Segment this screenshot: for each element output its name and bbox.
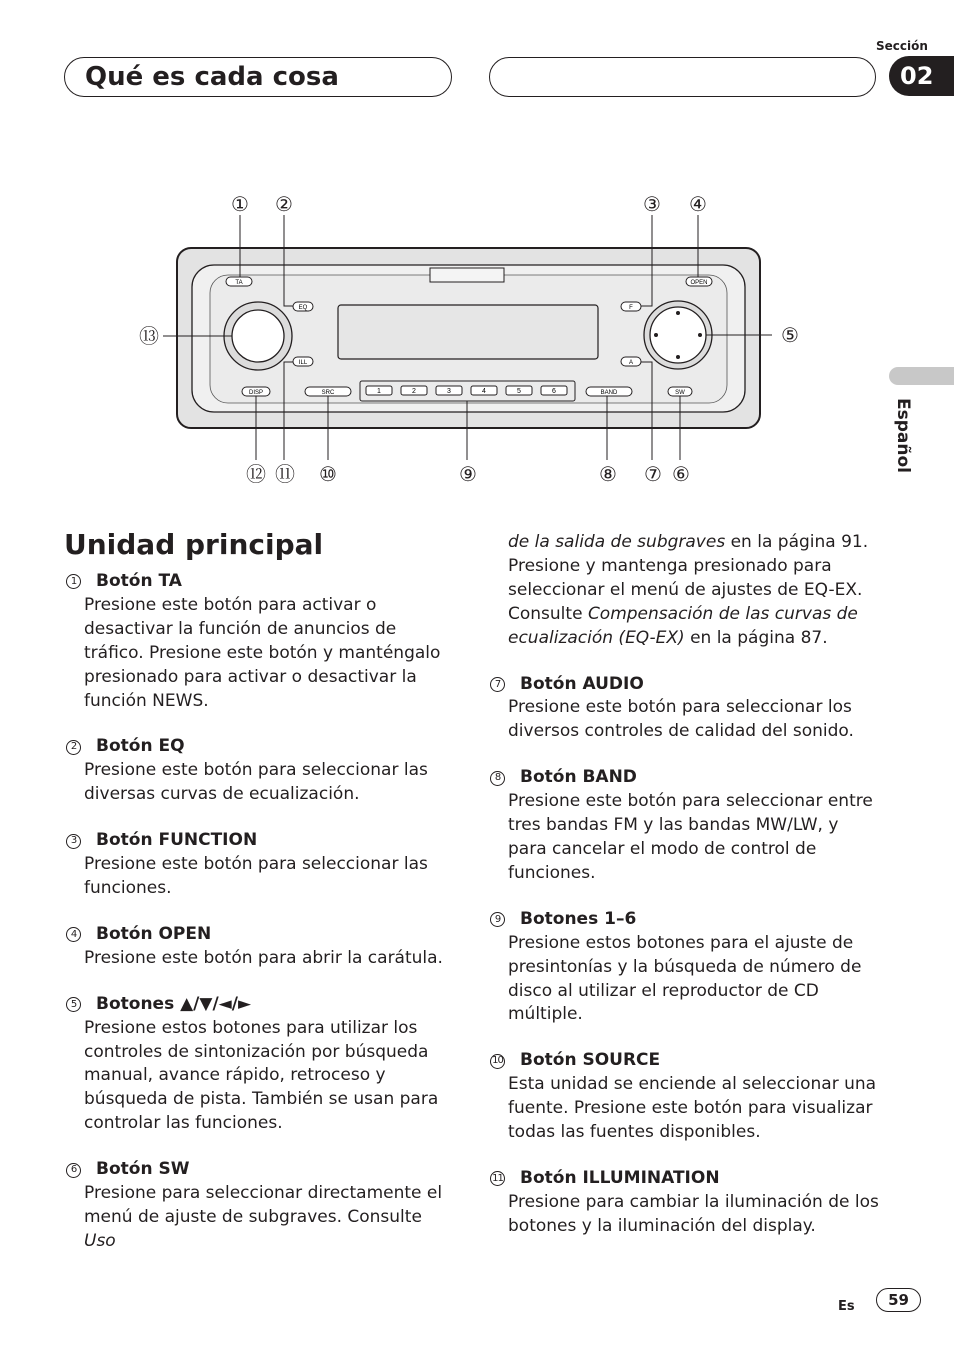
item-body-text: Presione este botón para seleccionar las diversas curvas de ecualización. bbox=[84, 760, 428, 805]
item-3 bbox=[66, 829, 456, 901]
item-body-text: Presione este botón para seleccionar entre tres bandas FM y las bandas MW/LW, y para cancelar el modo de control de funciones. bbox=[508, 791, 873, 883]
item-title: Botón AUDIO bbox=[520, 673, 644, 694]
item-2 bbox=[66, 735, 456, 807]
item-heading bbox=[66, 923, 456, 947]
item-body bbox=[66, 947, 456, 971]
left-column bbox=[66, 570, 456, 1276]
callout-4: ④ bbox=[689, 194, 707, 216]
item-8 bbox=[490, 766, 880, 886]
svg-text:3: 3 bbox=[447, 388, 451, 395]
item-body-text: Presione estos botones para el ajuste de presintonías y la búsqueda de número de disco al utilizar el reproductor de CD múltiple. bbox=[508, 932, 862, 1025]
band-button[interactable] bbox=[586, 387, 632, 396]
continuation-text: en la página 91. Presione y mantenga presionado para seleccionar el menú de ajustes de EQ-EX. Consulte bbox=[508, 532, 869, 624]
item-title: Botón FUNCTION bbox=[96, 830, 258, 851]
svg-text:EQ: EQ bbox=[298, 305, 308, 311]
volume-knob[interactable] bbox=[232, 310, 284, 362]
item-10 bbox=[490, 1049, 880, 1145]
item-title: Botón OPEN bbox=[96, 923, 212, 944]
continuation-text: en la página 87. bbox=[684, 627, 828, 648]
preset-button-6[interactable] bbox=[541, 386, 567, 395]
item-title: Botón SOURCE bbox=[520, 1050, 661, 1071]
callout-7: ⑦ bbox=[644, 464, 662, 486]
open-button[interactable] bbox=[686, 277, 712, 286]
svg-text:BAND: BAND bbox=[600, 390, 618, 396]
item-heading bbox=[490, 673, 880, 697]
item-heading bbox=[490, 1049, 880, 1073]
item-body-text: Esta unidad se enciende al seleccionar una fuente. Presione este botón para visualizar todas las fuentes disponibles. bbox=[508, 1074, 877, 1143]
item-heading bbox=[66, 570, 456, 594]
item-number: 10 bbox=[490, 1054, 505, 1069]
item-body-text: Presione este botón para abrir la carátula. bbox=[84, 947, 443, 968]
item-1 bbox=[66, 570, 456, 713]
item-body-text: Presione estos botones para utilizar los controles de sintonización por búsqueda manual, avance rápido, retroceso y búsqueda de pista. También se usan para controlar las funciones. bbox=[84, 1017, 439, 1134]
item-heading bbox=[490, 1167, 880, 1191]
item-heading bbox=[66, 829, 456, 853]
item-title: Botones 1–6 bbox=[520, 908, 637, 929]
svg-text:1: 1 bbox=[377, 388, 381, 395]
item-number: 11 bbox=[490, 1171, 505, 1186]
right-column bbox=[490, 531, 880, 1261]
disp-button[interactable] bbox=[242, 387, 270, 396]
callout-9: ⑨ bbox=[459, 464, 477, 486]
svg-text:TA: TA bbox=[235, 280, 243, 286]
item-body bbox=[490, 696, 880, 744]
item-heading bbox=[490, 908, 880, 932]
callout-6: ⑥ bbox=[672, 464, 690, 486]
item-title: Botón EQ bbox=[96, 736, 185, 757]
svg-text:SW: SW bbox=[675, 390, 685, 396]
item-11 bbox=[490, 1167, 880, 1239]
item-7 bbox=[490, 673, 880, 745]
callout-2: ② bbox=[275, 194, 293, 216]
item-title: Botón BAND bbox=[520, 767, 637, 788]
callout-13: ⑬ bbox=[139, 326, 159, 348]
svg-text:5: 5 bbox=[517, 388, 521, 395]
language-tab bbox=[889, 367, 954, 385]
svg-text:A: A bbox=[628, 360, 634, 366]
cross-reference: Uso bbox=[84, 1230, 116, 1251]
footer-lang-code: Es bbox=[838, 1299, 855, 1314]
item-5 bbox=[66, 993, 456, 1136]
item-number: 4 bbox=[66, 927, 81, 942]
section-heading: Unidad principal bbox=[64, 528, 324, 561]
language-label: Español bbox=[893, 398, 913, 473]
joystick-left-dot bbox=[654, 333, 658, 337]
svg-text:F: F bbox=[629, 305, 633, 311]
callout-12: ⑫ bbox=[246, 464, 266, 486]
item-number: 5 bbox=[66, 997, 81, 1012]
item-body bbox=[66, 759, 456, 807]
src-button[interactable] bbox=[305, 387, 351, 396]
item-body-text: Presione este botón para seleccionar las funciones. bbox=[84, 854, 428, 898]
svg-text:6: 6 bbox=[552, 388, 556, 395]
item-number: 9 bbox=[490, 912, 505, 927]
section-badge: 02 bbox=[889, 56, 954, 96]
item-title: Botón ILLUMINATION bbox=[520, 1167, 720, 1188]
item-heading bbox=[66, 735, 456, 759]
item-body-text: Presione para seleccionar directamente el menú de ajuste de subgraves. Consulte bbox=[84, 1183, 443, 1227]
cd-slot bbox=[430, 268, 504, 282]
item-heading bbox=[490, 766, 880, 790]
callout-10: ⑩ bbox=[319, 464, 337, 486]
header-empty-pill bbox=[489, 57, 876, 97]
item-body-text: Presione este botón para seleccionar los diversos controles de calidad del sonido. bbox=[508, 697, 854, 742]
item-number: 1 bbox=[66, 574, 81, 589]
item-heading bbox=[66, 1158, 456, 1182]
svg-text:4: 4 bbox=[482, 388, 486, 395]
item-body bbox=[490, 790, 880, 886]
eq-button[interactable] bbox=[293, 302, 313, 311]
preset-button-3[interactable] bbox=[436, 386, 462, 395]
item-9 bbox=[490, 908, 880, 1028]
page-title: Qué es cada cosa bbox=[64, 57, 452, 97]
svg-text:ILL: ILL bbox=[298, 360, 308, 366]
callout-3: ③ bbox=[643, 194, 661, 216]
preset-button-2[interactable] bbox=[401, 386, 427, 395]
item-body bbox=[66, 1182, 456, 1254]
item-title: Botones ▲/▼/◄/► bbox=[96, 993, 252, 1014]
item-body-text: Presione este botón para activar o desactivar la función de anuncios de tráfico. Presione este botón y manténgalo presionado para activar o desactivar la función NEWS. bbox=[84, 594, 441, 711]
joystick-down-dot bbox=[676, 355, 680, 359]
section-label: Sección bbox=[876, 39, 928, 53]
head-unit-diagram bbox=[130, 185, 810, 495]
display bbox=[338, 305, 598, 359]
item-body bbox=[490, 1191, 880, 1239]
item-number: 6 bbox=[66, 1163, 81, 1178]
cross-reference: de la salida de subgraves bbox=[508, 532, 726, 552]
item-heading bbox=[66, 993, 456, 1017]
item-6 bbox=[66, 1158, 456, 1254]
svg-text:SRC: SRC bbox=[321, 390, 335, 396]
item-body-text: Presione para cambiar la iluminación de los botones y la iluminación del display. bbox=[508, 1191, 879, 1236]
joystick[interactable] bbox=[650, 307, 706, 363]
item-body bbox=[490, 932, 880, 1028]
item-6-continuation bbox=[490, 531, 880, 651]
preset-button-5[interactable] bbox=[506, 386, 532, 395]
callout-5: ⑤ bbox=[781, 325, 799, 347]
item-body bbox=[66, 853, 456, 901]
item-body bbox=[490, 1073, 880, 1145]
item-number: 7 bbox=[490, 677, 505, 692]
page-number: 59 bbox=[876, 1288, 921, 1312]
sw-button[interactable] bbox=[668, 387, 692, 396]
callout-1: ① bbox=[231, 194, 249, 216]
item-4 bbox=[66, 923, 456, 971]
item-body bbox=[66, 1017, 456, 1137]
item-number: 8 bbox=[490, 771, 505, 786]
joystick-up-dot bbox=[676, 311, 680, 315]
preset-button-4[interactable] bbox=[471, 386, 497, 395]
item-number: 3 bbox=[66, 834, 81, 849]
function-button[interactable] bbox=[621, 302, 641, 311]
item-number: 2 bbox=[66, 740, 81, 755]
callout-11: ⑪ bbox=[275, 464, 295, 486]
svg-text:2: 2 bbox=[412, 388, 416, 395]
svg-text:DISP: DISP bbox=[248, 390, 264, 396]
ill-button[interactable] bbox=[293, 357, 313, 366]
svg-text:OPEN: OPEN bbox=[690, 280, 708, 286]
item-body bbox=[66, 594, 456, 714]
item-title: Botón TA bbox=[96, 571, 182, 591]
ta-button[interactable] bbox=[226, 277, 252, 286]
item-title: Botón SW bbox=[96, 1159, 190, 1180]
audio-button[interactable] bbox=[621, 357, 641, 366]
joystick-right-dot bbox=[698, 333, 702, 337]
callout-8: ⑧ bbox=[599, 464, 617, 486]
preset-button-1[interactable] bbox=[366, 386, 392, 395]
cross-reference: Compensación de las curvas de ecualización (EQ-EX) bbox=[508, 603, 858, 648]
